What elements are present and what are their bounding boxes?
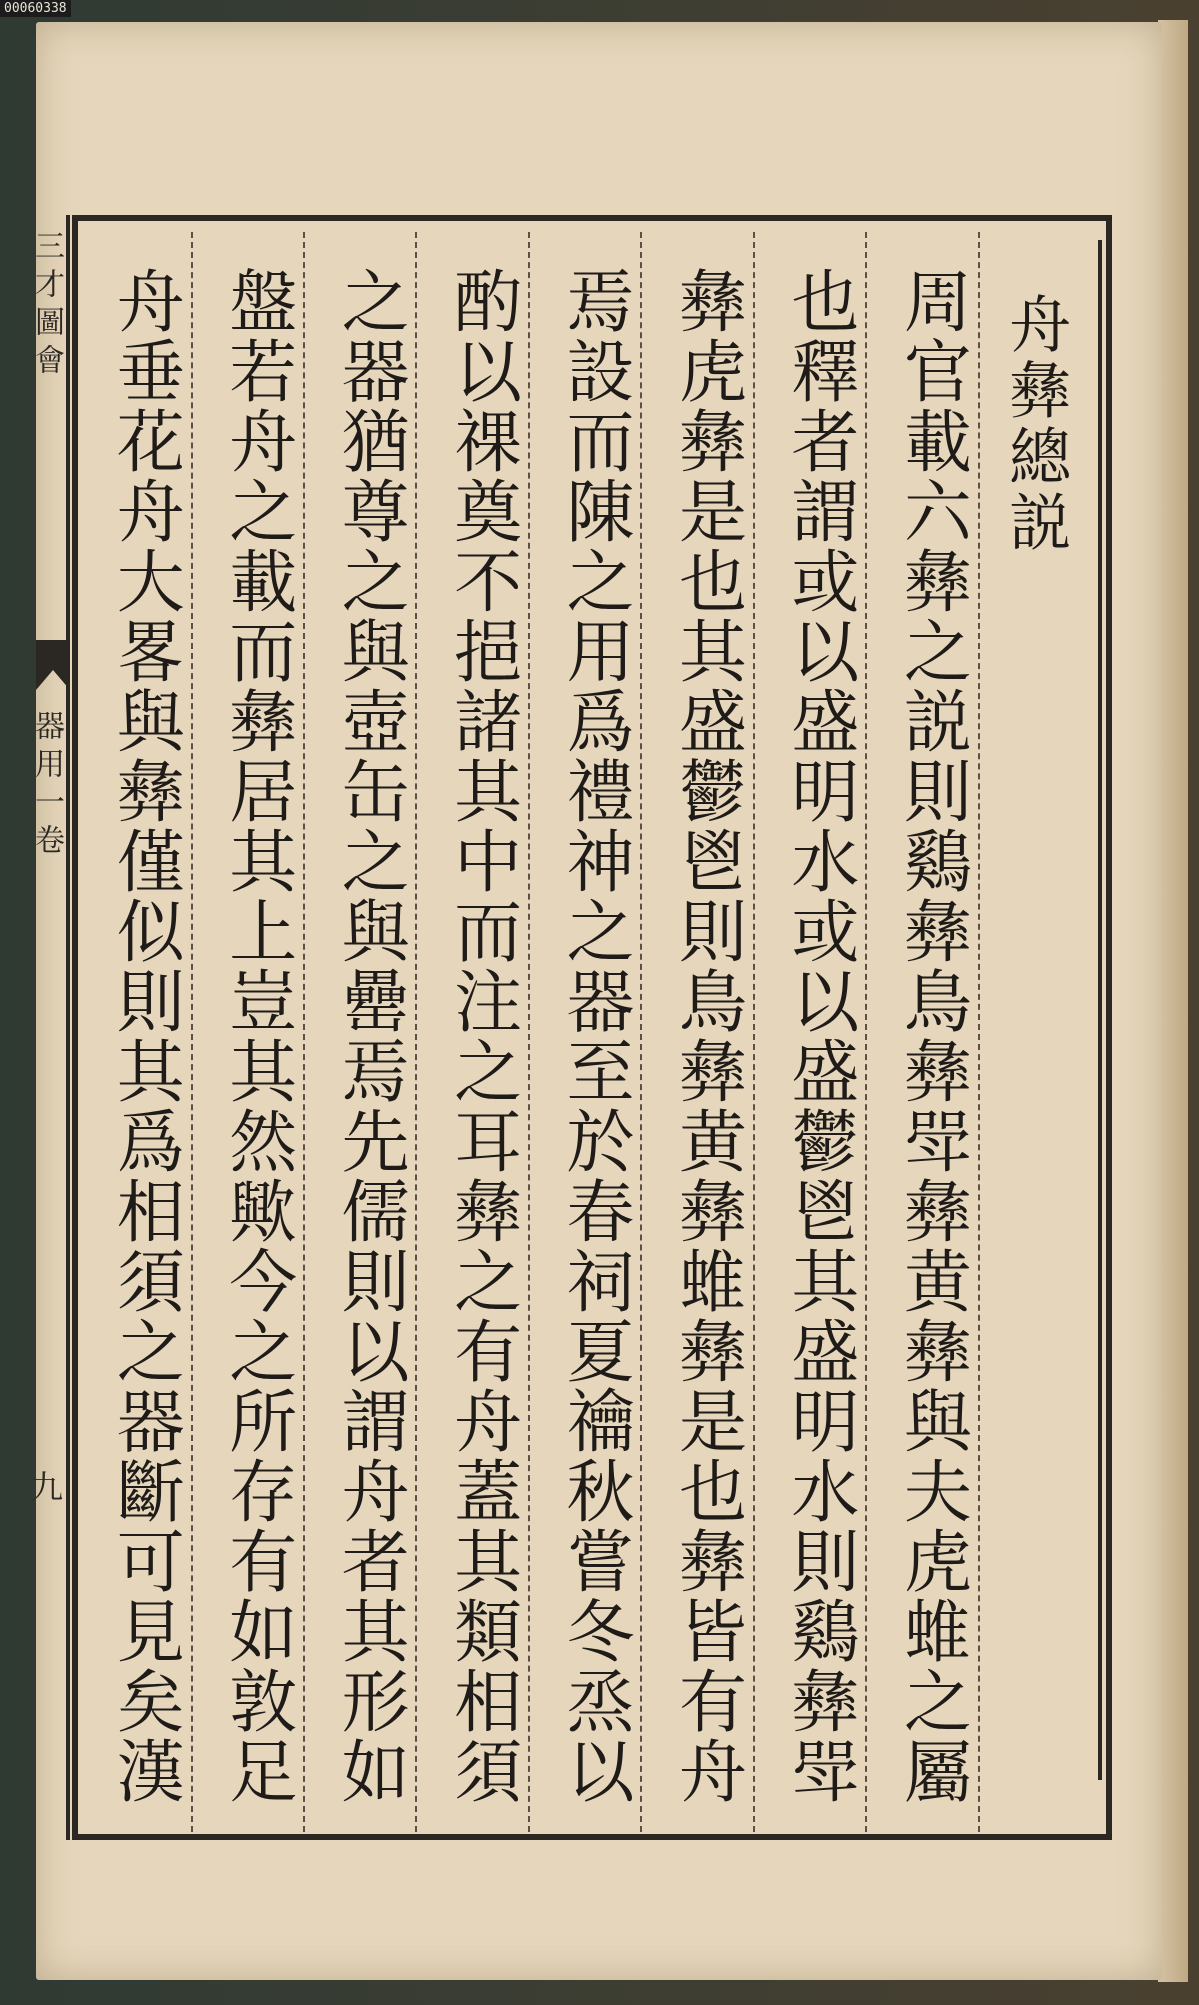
column-main-text: 焉設而陳之用爲 [555,266,635,756]
column-continued-text: 則鷄彝鳥彝斝彝黄彝與夫虎蜼之屬 [892,756,972,1806]
text-column-7 [191,232,303,1832]
text-columns [80,232,1090,1832]
section-heading: 舟彝總説 [998,292,1072,556]
column-continued-text: 禮神之器至於春祠夏禴秋嘗冬烝以 [555,756,635,1806]
column-main-text: 也釋者謂或以盛 [779,266,859,756]
column-main-text: 周官載六彝之説 [892,266,972,756]
column-text [647,266,747,1806]
column-text [198,266,298,1806]
block-heart-margin [26,215,70,1840]
column-main-text: 彝虎彝是也其盛 [667,266,747,756]
margin-section-title: 器用一卷 [29,710,64,862]
page-edge [1158,20,1188,1982]
text-column-1 [865,232,977,1832]
column-continued-text: 與彝僅似則其爲相須之器斷可見矣漢 [105,686,185,1806]
column-continued-text: 其中而注之耳彝之有舟蓋其類相須 [442,756,522,1806]
margin-book-title: 三才圖會 [29,230,64,382]
scan-id-label: 00060338 [0,0,71,17]
text-column-2 [753,232,865,1832]
frame-inner-rule [1098,240,1102,1780]
column-continued-text: 鬱鬯則鳥彝黄彝蜼彝是也彝皆有舟 [667,756,747,1806]
text-column-8 [80,232,190,1832]
column-text [535,266,635,1806]
column-continued-text: 明水或以盛鬱鬯其盛明水則鷄彝斝 [779,756,859,1806]
text-column-6 [303,232,415,1832]
text-column-3 [640,232,752,1832]
column-continued-text: 缶之與罍焉先儒則以謂舟者其形如 [330,756,410,1806]
margin-page-number: 九 [26,1470,64,1502]
column-main-text: 之器猶尊之與壺 [330,266,410,756]
heading-column [978,232,1090,1832]
column-text [872,266,972,1806]
text-column-5 [415,232,527,1832]
column-continued-text: 居其上豈其然歟今之所存有如敦足 [217,756,297,1806]
column-main-text: 舟垂花舟大畧 [105,266,185,686]
column-text [423,266,523,1806]
column-text [85,266,185,1806]
column-text [760,266,860,1806]
text-column-4 [528,232,640,1832]
column-main-text: 盤若舟之載而彝 [217,266,297,756]
column-text [310,266,410,1806]
column-main-text: 酌以祼奠不挹諸 [442,266,522,756]
